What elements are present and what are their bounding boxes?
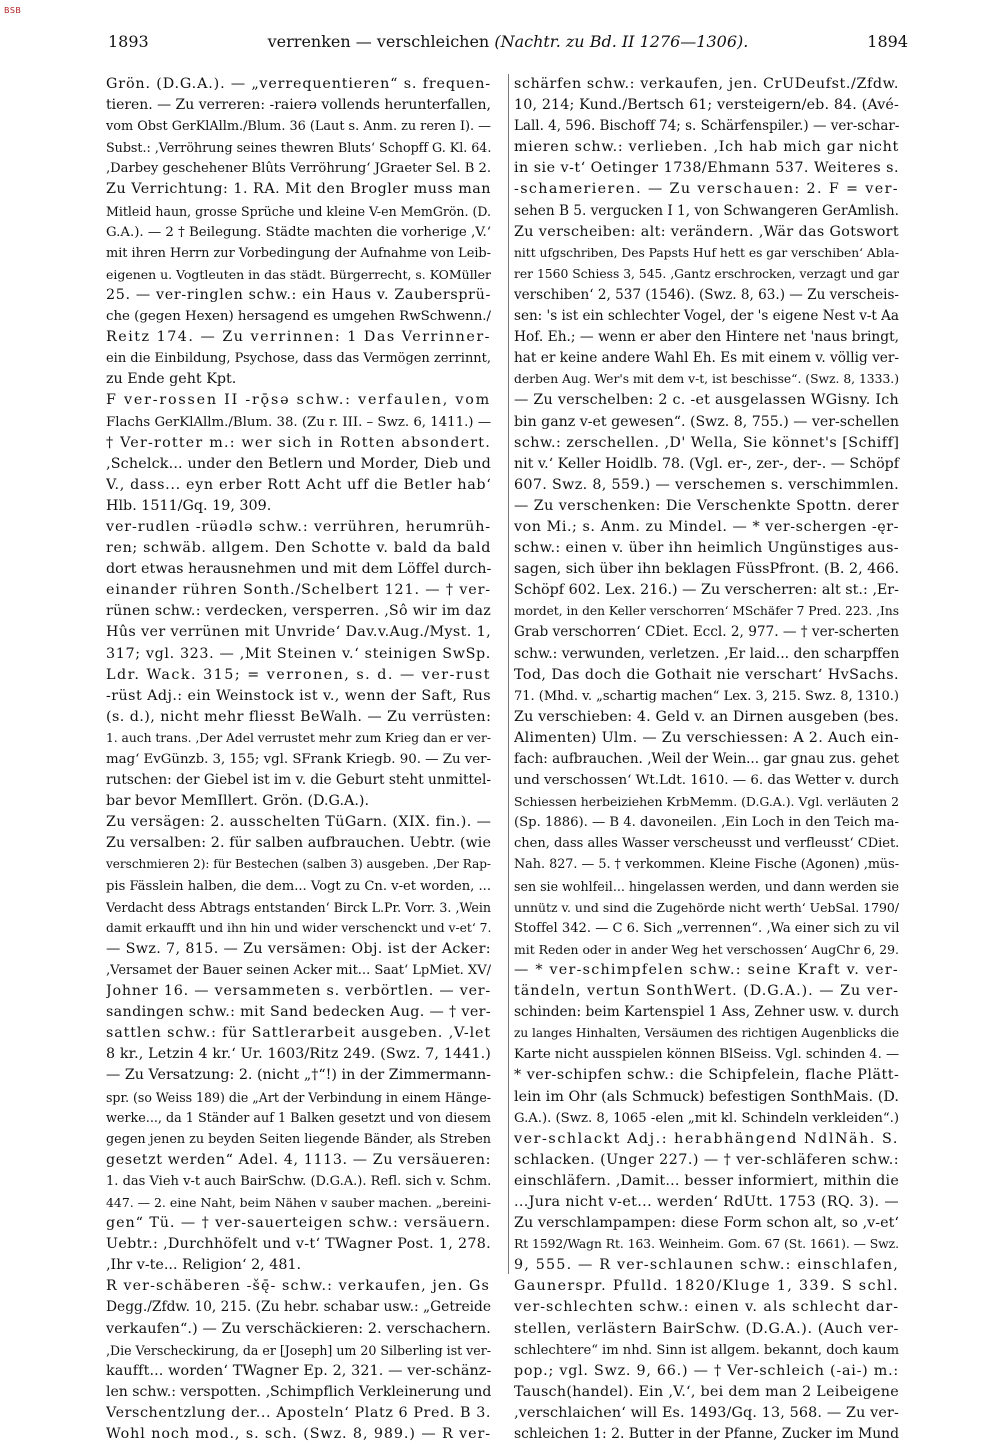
text-line: Tod, Das doch die Gothait nie verschart‘ HvSachs. — [514, 666, 899, 683]
text-line: kaufft... worden‘ TWagner Ep. 2, 321. — ver-schänz- — [106, 1362, 492, 1379]
text-line: schärfen schw.: verkaufen, jen. CrUDeufst./Zfdw. — [514, 76, 899, 92]
text-line: ein die Einbildung, Psychose, dass das Vermögen zerrinnt, — [106, 351, 491, 367]
text-line: Tausch(handel). Ein ‚V.‘, bei dem man 2 Leibeigene — [514, 1383, 899, 1400]
running-title — [248, 32, 768, 51]
text-line: ‚verschlaichen‘ will Es. 1493/Gq. 13, 568. — Zu ver- — [514, 1404, 899, 1421]
text-line: ‚Die Verscheckirung, da er [Joseph] um 20 Silberling ist ver- — [106, 1342, 491, 1358]
text-line: schlacken. (Unger 227.) — † ver-schläferen schw.: — [514, 1151, 899, 1168]
text-line: stellen, verlästern BairSchw. (D.G.A.). (Auch ver- — [514, 1320, 899, 1337]
column-divider — [508, 74, 509, 1274]
text-line: gesetzt werden“ Adel. 4, 1113. — Zu versäueren: — [106, 1151, 491, 1168]
text-line: verkaufen“.) — Zu verschäckieren: 2. verschachern. — [106, 1320, 491, 1337]
text-line: 1. auch trans. ‚Der Adel verrustet mehr zum Krieg dan er ver- — [106, 730, 491, 745]
text-line: † Ver-rotter m.: wer sich in Rotten absondert. — [106, 434, 491, 451]
text-line: in sie v-t‘ Oetinger 1738/Ehmann 537. Weiteres s. — [514, 160, 899, 177]
text-line: ver-schlackt Adj.: herabhängend NdlNäh. S. — [514, 1130, 899, 1147]
text-line: ren; schwäb. allgem. Den Schotte v. bald da bald — [106, 540, 491, 557]
text-line: ‚Darbey geschehener Blûts Verröhrung‘ JGraeter Sel. B 2. — [106, 161, 491, 177]
running-header — [108, 32, 908, 56]
text-line: — Zu verschelben: 2 c. -et ausgelassen WGisny. Ich — [514, 392, 899, 409]
text-line: 9, 555. — R ver-schlaunen schw.: einschlafen, — [514, 1257, 899, 1274]
text-line: (Sp. 1886). — B 4. davoneilen. ‚Ein Loch in den Teich ma- — [514, 815, 899, 831]
text-line: pis Fässlein halben, die dem... Vogt zu Cn. v-et worden, ... — [106, 878, 491, 894]
right-column — [514, 74, 900, 1445]
text-line: Johner 16. — versammeten s. verbörtlen. — ver- — [106, 983, 491, 1000]
text-line: R ver-schäberen -šę̄- schw.: verkaufen, jen. Gs — [106, 1278, 490, 1295]
text-line: Stoffel 342. — C 6. Sich „verrennen“. ‚Wa einer sich zu vil — [514, 920, 900, 936]
text-line: mit ihren Herrn zur Vorbedingung der Aufnahme von Leib- — [106, 245, 491, 261]
text-line: sagen, sich über ihn beklagen FüssPfront. (B. 2, 466. — [514, 561, 899, 578]
text-line: bar bevor MemIllert. Grön. (D.G.A.). — [106, 793, 369, 810]
text-line: Karte nicht ausspielen können BlSeiss. Vgl. schinden 4. — — [514, 1047, 899, 1063]
text-line: Gaunerspr. Pfulld. 1820/Kluge 1, 339. S schl. — [514, 1278, 899, 1295]
text-line: Reitz 174. — Zu verrinnen: 1 Das Verrinner- — [106, 329, 491, 346]
text-line: (s. d.), nicht mehr fliesst BeWalh. — Zu verrüsten: — [106, 708, 492, 725]
text-line: sandingen schw.: mit Sand bedecken Aug. — † ver- — [106, 1004, 491, 1021]
text-line: damit erkaufft und ihn hin und wider verschenckt und v-et‘ 7. — [106, 920, 492, 935]
text-line: tändeln, vertun SonthWert. (D.G.A.). — Zu ver- — [514, 983, 899, 1000]
text-line: bin ganz v-et gewesen“. (Swz. 8, 755.) — ver-schellen — [514, 413, 899, 430]
text-line: chen, dass alles Wasser verscheusst und verfleusst‘ CDiet. — [514, 836, 900, 852]
text-line: Subst.: ‚Verröhrung seines thewren Bluts‘ Schopff G. Kl. 64. — [106, 140, 492, 156]
text-line: 607. Swz. 8, 559.) — verschemen s. verschimmlen. — [514, 476, 899, 493]
text-line: von Mi.; s. Anm. zu Mindel. — * ver-schergen -ęr- — [514, 518, 899, 535]
text-line: Lall. 4, 596. Bischoff 74; s. Schärfenspiler.) — ver-schar- — [514, 118, 900, 135]
text-line: schw.: zerschellen. ‚D' Wella, Sie könnet's [Schiff] — [514, 434, 900, 451]
text-line: 1. das Vieh v-t auch BairSchw. (D.G.A.). Refl. sich v. Schm. — [106, 1173, 492, 1189]
text-line: Wohl noch mod., s. sch. (Swz. 8, 989.) — R ver- — [106, 1426, 491, 1442]
text-line: len schw.: verspotten. ‚Schimpflich Verkleinerung und — [106, 1383, 492, 1400]
text-line: sehen B 5. vergucken I 1, von Schwangeren GerAmlish. — [514, 202, 899, 219]
text-line: che (gegen Hexen) hersagend es umgehen RwSchwenn./ — [106, 309, 491, 325]
text-line: einander rühren Sonth./Schelbert 121. — † ver- — [106, 582, 491, 599]
text-line: ...Jura nicht v-et... werden‘ RdUtt. 1753 (RQ. 3). — — [514, 1193, 899, 1210]
text-line: ‚Ihr v-te... Religion‘ 2, 481. — [106, 1257, 302, 1274]
text-line: 10, 214; Kund./Bertsch 61; versteigern/eb. 84. (Avé- — [514, 97, 899, 114]
text-line: ‚Versamet der Bauer seinen Acker mit... Saat‘ LpMiet. XV/ — [106, 962, 491, 978]
text-line: Zu verscheiben: alt: verändern. ‚Wär das Gotswort — [514, 223, 899, 240]
text-line: — Zu Versatzung: 2. (nicht „†“!) in der Zimmermann- — [106, 1067, 491, 1084]
text-line: Alimenten) Ulm. — Zu verschiessen: A 2. Auch ein- — [514, 729, 899, 746]
text-line: mag‘ EvGünzb. 3, 155; vgl. SFrank Kriegb. 90. — Zu ver- — [106, 752, 491, 767]
text-line: Flachs GerKlAllm./Blum. 38. (Zu r. III. – Swz. 6, 1411.) — — [106, 414, 491, 430]
text-line: rer 1560 Schiess 3, 545. ‚Gantz erschrocken, verzagt und gar — [514, 266, 899, 281]
text-line: — * ver-schimpfelen schw.: seine Kraft v. ver- — [514, 961, 899, 978]
text-line: lein im Ohr (als Schmuck) befestigen SonthMais. (D. — [514, 1088, 899, 1105]
right-page-number: 1894 — [867, 32, 908, 51]
text-line: Verschentzlung der... Aposteln‘ Platz 6 Pred. B 3. — [106, 1404, 491, 1421]
text-line: Zu verschlampampen: diese Form schon alt, so ‚v-et‘ — [514, 1215, 899, 1232]
text-line: hat er keine andere Wahl Eh. Es mit einem v. völlig ver- — [514, 350, 899, 367]
text-line: gen“ Tü. — † ver-sauerteigen schw.: versäuern. — [106, 1215, 491, 1232]
text-line: Ldr. Wack. 315; = verronen, s. d. — ver-rust — [106, 666, 491, 683]
text-line: Schöpf 602. Lex. 216.) — Zu verscherren: alt st.: ‚Er- — [514, 582, 899, 599]
text-line: schleichen 1: 2. Butter in der Pfanne, Zucker im Mund — [514, 1426, 899, 1442]
text-line: — Zu verschenken: Die Verschenkte Spottn. derer — [514, 497, 899, 514]
text-line: ‚Schelck... under den Betlern und Morder, Dieb und — [106, 455, 491, 472]
text-line: 71. (Mhd. v. „schartig machen“ Lex. 3, 215. Swz. 8, 1310.) — [514, 688, 899, 704]
text-line: zu Ende geht Kpt. — [106, 371, 237, 388]
text-line: rünen schw.: verdecken, versperren. ‚Sô wir im daz — [106, 603, 491, 620]
text-line: derben Aug. Wer's mit dem v-t, ist beschisse“. (Swz. 8, 1333.) — [514, 372, 899, 387]
text-line: ver-schlechten schw.: einen v. als schlecht dar- — [514, 1299, 899, 1316]
text-line: sen sie wohlfeil... hingelassen werden, und dann werden sie — [514, 878, 899, 894]
text-line: -schamerieren. — Zu verschauen: 2. F = ver- — [514, 181, 899, 198]
text-line: dort etwas herausnehmen und mit dem Löffel durch- — [106, 561, 492, 578]
text-line: Hof. Eh.; — wenn er aber den Hintere net 'naus bringt, — [514, 329, 899, 346]
left-page-number: 1893 — [108, 32, 149, 51]
text-line: -rüst Adj.: ein Weinstock ist v., wenn der Saft, Rus — [106, 687, 491, 704]
text-line: Verdacht dess Abtrags entstanden‘ Birck L.Pr. Vorr. 3. ‚Wein — [106, 899, 491, 915]
text-line: und verschossen‘ Wt.Ldt. 1610. — 6. das Wetter v. durch — [514, 773, 899, 789]
text-line: rutschen: der Giebel ist im v. die Geburt steht unmittel- — [106, 772, 491, 789]
text-line: schinden: beim Kartenspiel 1 Ass, Zehner usw. v. durch — [514, 1004, 899, 1021]
text-line: Schiessen herbeiziehen KrbMemm. (D.G.A.). Vgl. verläuten 2 — [514, 794, 899, 810]
text-line: Nah. 827. — 5. † verkommen. Kleine Fische (Agonen) ‚müs- — [514, 857, 899, 873]
text-line: Rt 1592/Wagn Rt. 163. Weinheim. Gom. 67 (St. 1661). — Swz. — [514, 1237, 899, 1252]
text-line: nit v.‘ Keller Hoidlb. 78. (Vgl. er-, zer-, der-. — Schöpf — [514, 455, 899, 472]
text-line: tieren. — Zu verreren: -raierə vollends herunterfallen, — [106, 97, 491, 114]
text-line: ver-rudlen -rüədlə schw.: verrühren, herumrüh- — [106, 518, 491, 535]
text-line: 25. — ver-ringlen schw.: ein Haus v. Zaubersprü- — [106, 286, 491, 303]
text-line: sattlen schw.: für Sattlerarbeit ausgeben. ‚V-let — [106, 1025, 491, 1042]
text-line: G.A.). (Swz. 8, 1065 -elen „mit kl. Schindeln verkleiden“.) — [514, 1110, 899, 1126]
text-line: G.A.). — 2 † Beilegung. Städte machten die vorherige ‚V.‘ — [106, 224, 491, 240]
text-line: gegen jenen zu beyden Seiten liegende Bänder, als Streben — [106, 1131, 491, 1147]
text-line: Hlb. 1511/Gq. 19, 309. — [106, 497, 272, 514]
text-line: spr. (so Weiss 189) die „Art der Verbindung in einem Hänge- — [106, 1089, 491, 1105]
text-line: Mitleid haun, grosse Sprüche und kleine V-en MemGrön. (D. — [106, 203, 491, 219]
running-title-main: verrenken — verschleichen — [267, 32, 490, 51]
text-line: * ver-schipfen schw.: die Schipfelein, flache Plätt- — [514, 1067, 900, 1084]
text-line: V., dass... eyn erber Rott Acht uff die Betler hab‘ — [106, 476, 492, 493]
text-line: Zu Verrichtung: 1. RA. Mit den Brogler muss man — [106, 181, 491, 198]
text-line: eigenen u. Vogtleuten in das städt. Bürgerrecht, s. KOMüller — [106, 266, 491, 282]
text-line: schw.: verwunden, verletzen. ‚Er laid... den scharpffen — [514, 645, 900, 662]
text-line: Grab verschorren‘ CDiet. Eccl. 2, 977. — † ver-scherten — [514, 624, 899, 641]
text-line: mieren schw.: verlieben. ‚Ich hab mich gar nicht — [514, 139, 899, 156]
text-line: Hûs ver verrünen mit Unvride‘ Dav.v.Aug./Myst. 1, — [106, 624, 491, 641]
text-line: mit Reden oder in ander Weg het verschossen‘ AugChr 6, 29. — [514, 941, 899, 957]
text-line: einschläfern. ‚Damit... besser informiert, mithin die — [514, 1172, 899, 1189]
text-line: vom Obst GerKlAllm./Blum. 36 (Laut s. Anm. zu reren I). — — [106, 119, 491, 135]
text-line: fach: aufbrauchen. ‚Weil der Wein... gar gnau zus. gehet — [514, 751, 899, 767]
text-line: Grön. (D.G.A.). — „verrequentieren“ s. frequen- — [106, 76, 491, 92]
left-column — [106, 74, 492, 1445]
text-line: mordet, in den Keller verschorren‘ MSchäfer 7 Pred. 223. ‚Ins — [514, 604, 899, 619]
text-line: werke..., da 1 Ständer auf 1 Balken gesetzt und von diesem — [106, 1110, 491, 1126]
text-line: zu langes Hinhalten, Versäumen des richtigen Augenblicks die — [514, 1026, 899, 1041]
text-line: Zu versägen: 2. ausschelten TüGarn. (XIX. fin.). — — [106, 814, 492, 831]
text-line: Degg./Zfdw. 10, 215. (Zu hebr. schabar usw.: „Getreide — [106, 1299, 491, 1316]
text-line: sen: 's ist ein schlechter Vogel, der 's eigene Nest v-t Aa — [514, 308, 899, 325]
text-line: unnütz v. und sind die Zugehörde nicht werth‘ UebSal. 1790/ — [514, 899, 899, 915]
text-line: verschmieren 2): für Bestechen (salben 3) ausgeben. ‚Der Rap- — [106, 857, 491, 872]
text-line: schw.: einen v. über ihn heimlich Ungünstiges aus- — [514, 540, 899, 557]
text-line: 447. — 2. eine Naht, beim Nähen v sauber machen. „bereini- — [106, 1194, 491, 1210]
text-line: schlechtere“ im nhd. Sinn ist allgem. bekannt, doch kaum — [514, 1342, 899, 1358]
text-line: F ver-rossen II -rǭsə schw.: verfaulen, vom — [106, 392, 491, 409]
text-line: Uebtr.: ‚Durchhöfelt und v-t‘ TWagner Post. 1, 278. — [106, 1236, 491, 1253]
text-line: — Swz. 7, 815. — Zu versämen: Obj. ist der Acker: — [106, 940, 491, 957]
text-line: 317; vgl. 323. — ‚Mit Steinen v.‘ steinigen SwSp. — [106, 645, 491, 662]
text-line: Zu verschieben: 4. Geld v. an Dirnen ausgeben (bes. — [514, 708, 899, 725]
text-line: Zu versalben: 2. für salben aufbrauchen. Uebtr. (wie — [106, 835, 491, 852]
running-title-note: (Nachtr. zu Bd. II 1276—1306). — [494, 32, 749, 51]
text-line: pop.; vgl. Swz. 9, 66.) — † Ver-schleich (-ai-) m.: — [514, 1362, 899, 1379]
library-stamp: BSB — [4, 6, 22, 15]
text-line: nitt ufgschriben, Des Papsts Huf hett es gar verschiben‘ Abla- — [514, 245, 899, 260]
text-line: 8 kr., Letzin 4 kr.‘ Ur. 1603/Ritz 249. (Swz. 7, 1441.) — [106, 1046, 491, 1063]
text-line: verschiben‘ 2, 537 (1546). (Swz. 8, 63.) — Zu verscheis- — [514, 286, 899, 303]
